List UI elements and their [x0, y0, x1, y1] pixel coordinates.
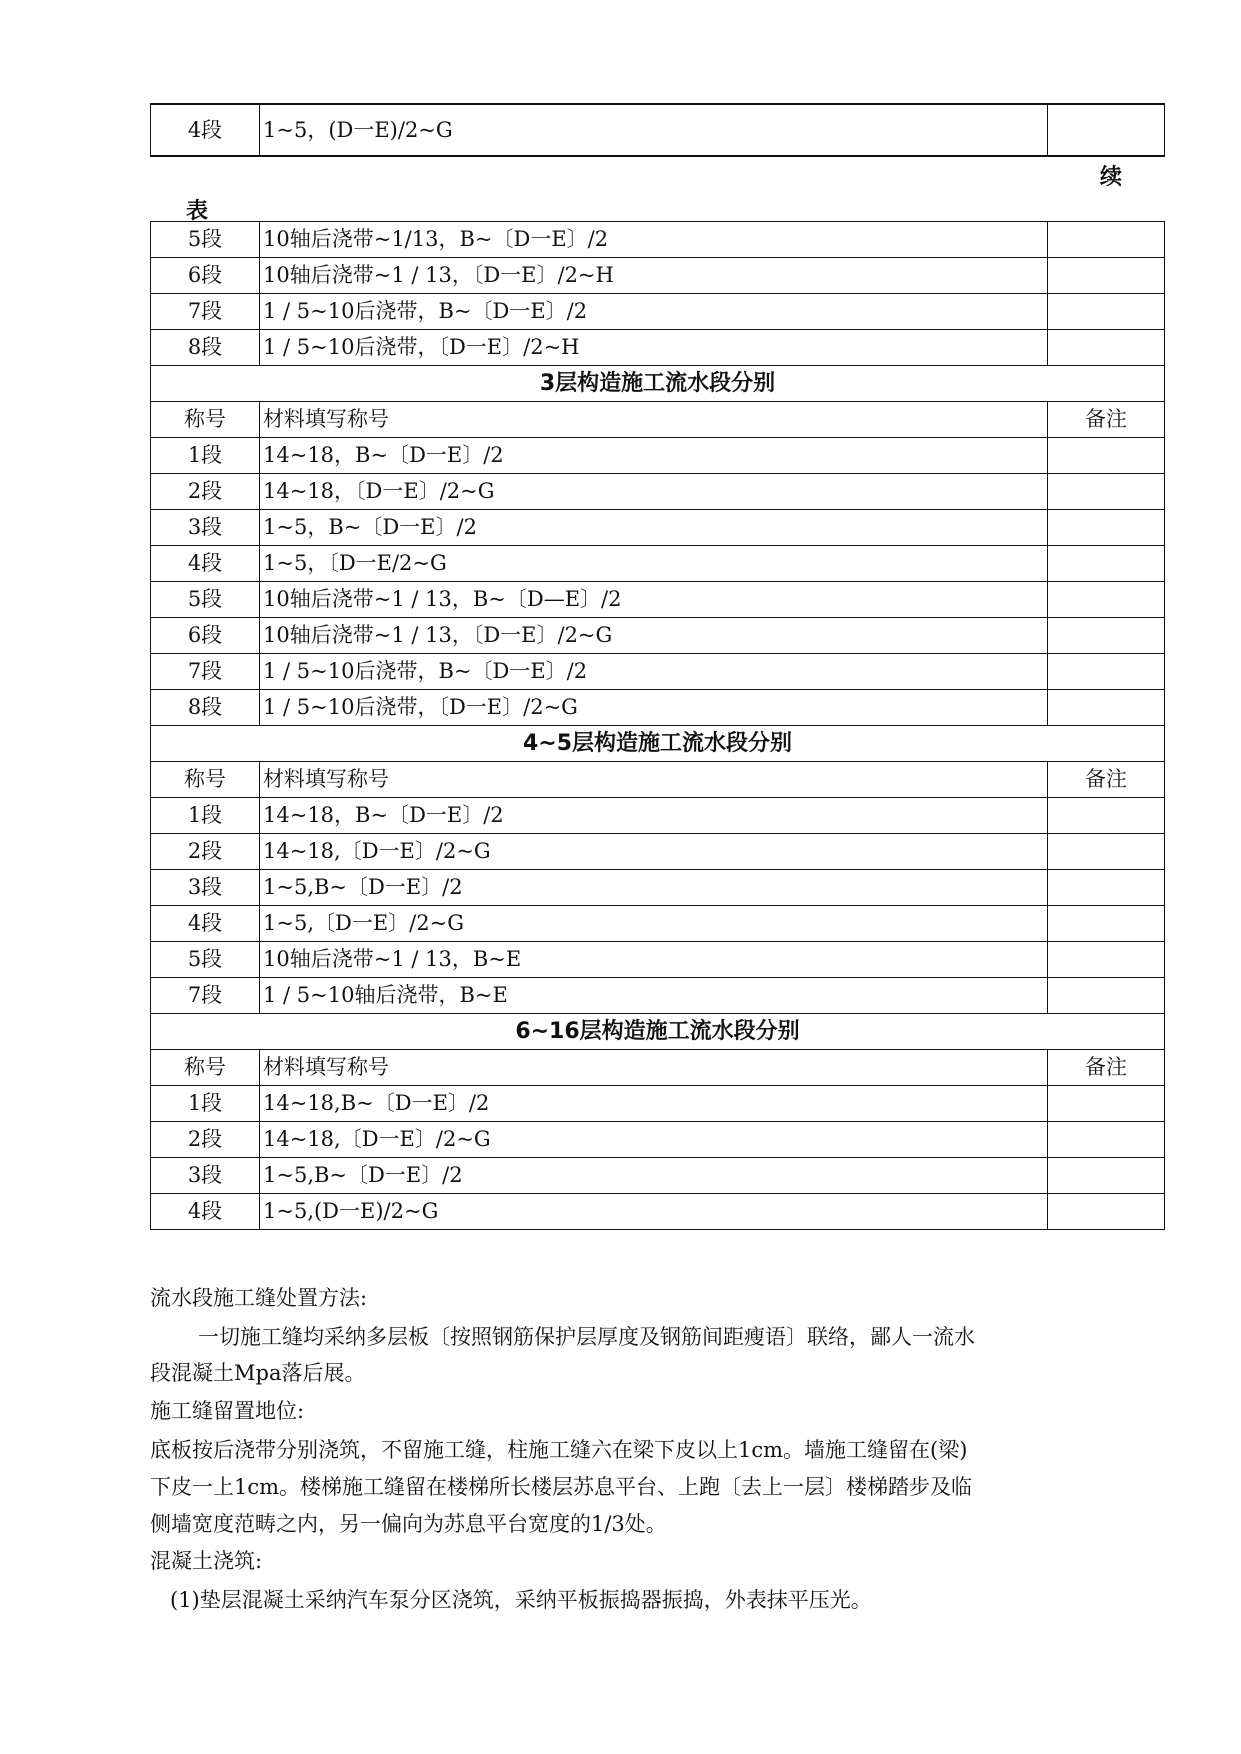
paragraph-joint-location-2: 下皮一上1cm。楼梯施工缝留在楼梯所长楼层苏息平台、上跑〔去上一层〕楼梯踏步及临: [150, 1475, 973, 1499]
segment-name-cell: 7段: [151, 654, 260, 690]
segment-name-cell: 6段: [151, 258, 260, 294]
segment-name-cell: 7段: [151, 294, 260, 330]
table-row: [151, 618, 1165, 654]
heading-concrete-pouring: 混凝土浇筑:: [150, 1549, 263, 1573]
segment-range-cell: 1 / 5~10轴后浇带，B~E: [260, 978, 1048, 1014]
table-row: [151, 546, 1165, 582]
segment-range-cell: 10轴后浇带~1 / 13，B~E: [260, 942, 1048, 978]
continued-label-part1: 续: [1100, 165, 1123, 190]
remark-cell: [1048, 258, 1165, 294]
continued-label-part2: 表: [186, 199, 209, 224]
segment-name-cell: 称号: [151, 402, 260, 438]
segment-name-cell: 7段: [151, 978, 260, 1014]
segment-range-cell: 14~18,〔D一E〕/2~G: [260, 1122, 1048, 1158]
remark-cell: [1048, 330, 1165, 366]
segment-range-cell: 1 / 5~10后浇带，B~〔D一E〕/2: [260, 654, 1048, 690]
segment-name-cell: 8段: [151, 690, 260, 726]
remark-cell: [1048, 104, 1165, 156]
segment-name-cell: 2段: [151, 474, 260, 510]
remark-cell: 备注: [1048, 402, 1165, 438]
section-title: 4~5层构造施工流水段分别: [151, 726, 1165, 762]
remark-cell: 备注: [1048, 762, 1165, 798]
table-row: [151, 1158, 1165, 1194]
paragraph-joint-location-3: 侧墙宽度范畴之内，另一偏向为苏息平台宽度的1/3处。: [150, 1512, 667, 1536]
table-row: [151, 870, 1165, 906]
segment-name-cell: 2段: [151, 834, 260, 870]
section-title-row: [151, 1014, 1165, 1050]
table-row: [151, 906, 1165, 942]
remark-cell: [1048, 474, 1165, 510]
table-row: [151, 104, 1165, 156]
remark-cell: [1048, 438, 1165, 474]
table-row: [151, 978, 1165, 1014]
segment-name-cell: 6段: [151, 618, 260, 654]
table-row: [151, 1194, 1165, 1230]
table-row: [151, 258, 1165, 294]
table-row: [151, 798, 1165, 834]
segment-range-cell: 1 / 5~10后浇带，〔D一E〕/2~H: [260, 330, 1048, 366]
segment-name-cell: 5段: [151, 942, 260, 978]
table-row: [151, 330, 1165, 366]
paragraph-joint-method-cont: 段混凝土Mpa落后展。: [150, 1361, 366, 1385]
remark-cell: [1048, 582, 1165, 618]
table-row: [151, 438, 1165, 474]
table-main: [150, 221, 1165, 1230]
segment-range-cell: 10轴后浇带~1 / 13，〔D一E〕/2~H: [260, 258, 1048, 294]
segment-name-cell: 4段: [151, 546, 260, 582]
remark-cell: [1048, 906, 1165, 942]
segment-range-cell: 材料填写称号: [260, 402, 1048, 438]
heading-construction-joint-method: 流水段施工缝处置方法:: [150, 1286, 368, 1310]
remark-cell: [1048, 1122, 1165, 1158]
segment-name-cell: 2段: [151, 1122, 260, 1158]
remark-cell: [1048, 510, 1165, 546]
table-header-row: [151, 762, 1165, 798]
remark-cell: [1048, 294, 1165, 330]
segment-range-cell: 1~5,B~〔D一E〕/2: [260, 1158, 1048, 1194]
table-row: [151, 942, 1165, 978]
segment-name-cell: 3段: [151, 870, 260, 906]
segment-range-cell: 14~18，B~〔D一E〕/2: [260, 798, 1048, 834]
paragraph-joint-location-1: 底板按后浇带分别浇筑，不留施工缝，柱施工缝六在梁下皮以上1cm。墙施工缝留在(梁): [150, 1438, 968, 1462]
segment-name-cell: 4段: [151, 906, 260, 942]
section-title: 6~16层构造施工流水段分别: [151, 1014, 1165, 1050]
segment-range-cell: 10轴后浇带~1/13，B~〔D一E〕/2: [260, 222, 1048, 258]
table-main-body: [151, 222, 1165, 1230]
segment-range-cell: 1 / 5~10后浇带，B~〔D一E〕/2: [260, 294, 1048, 330]
table-row: [151, 582, 1165, 618]
segment-name-cell: 3段: [151, 510, 260, 546]
section-title: 3层构造施工流水段分别: [151, 366, 1165, 402]
segment-range-cell: 材料填写称号: [260, 1050, 1048, 1086]
table-row: [151, 222, 1165, 258]
segment-range-cell: 10轴后浇带~1 / 13，〔D一E〕/2~G: [260, 618, 1048, 654]
remark-cell: [1048, 942, 1165, 978]
table-row: [151, 510, 1165, 546]
segment-name-cell: 3段: [151, 1158, 260, 1194]
table-header-row: [151, 1050, 1165, 1086]
segment-name-cell: 1段: [151, 438, 260, 474]
segment-name-cell: 称号: [151, 1050, 260, 1086]
remark-cell: [1048, 1086, 1165, 1122]
segment-name-cell: 4段: [151, 104, 260, 156]
segment-name-cell: 4段: [151, 1194, 260, 1230]
remark-cell: [1048, 690, 1165, 726]
segment-range-cell: 14~18,〔D一E〕/2~G: [260, 834, 1048, 870]
table-top: [150, 103, 1165, 157]
remark-cell: [1048, 834, 1165, 870]
segment-range-cell: 1~5，(D一E)/2~G: [260, 104, 1048, 156]
segment-range-cell: 14~18,B~〔D一E〕/2: [260, 1086, 1048, 1122]
segment-range-cell: 14~18，B~〔D一E〕/2: [260, 438, 1048, 474]
segment-range-cell: 1~5，〔D一E/2~G: [260, 546, 1048, 582]
segment-name-cell: 5段: [151, 222, 260, 258]
segment-range-cell: 1~5,B~〔D一E〕/2: [260, 870, 1048, 906]
segment-range-cell: 14~18，〔D一E〕/2~G: [260, 474, 1048, 510]
paragraph-joint-method: 一切施工缝均采纳多层板〔按照钢筋保护层厚度及钢筋间距瘦语〕联络，鄙人一流水: [198, 1325, 975, 1349]
table-row: [151, 1122, 1165, 1158]
remark-cell: [1048, 618, 1165, 654]
table-row: [151, 1086, 1165, 1122]
segment-name-cell: 1段: [151, 1086, 260, 1122]
remark-cell: [1048, 546, 1165, 582]
remark-cell: [1048, 222, 1165, 258]
remark-cell: [1048, 870, 1165, 906]
segment-range-cell: 1~5，B~〔D一E〕/2: [260, 510, 1048, 546]
segment-range-cell: 1 / 5~10后浇带，〔D一E〕/2~G: [260, 690, 1048, 726]
segment-range-cell: 1~5,〔D一E〕/2~G: [260, 906, 1048, 942]
segment-name-cell: 1段: [151, 798, 260, 834]
table-row: [151, 294, 1165, 330]
section-title-row: [151, 366, 1165, 402]
table-header-row: [151, 402, 1165, 438]
paragraph-concrete-pouring-1: (1)垫层混凝土采纳汽车泵分区浇筑，采纳平板振捣器振捣，外表抹平压光。: [170, 1588, 872, 1612]
table-row: [151, 834, 1165, 870]
remark-cell: [1048, 978, 1165, 1014]
remark-cell: [1048, 1158, 1165, 1194]
segment-range-cell: 10轴后浇带~1 / 13，B~〔D—E〕/2: [260, 582, 1048, 618]
table-row: [151, 474, 1165, 510]
table-row: [151, 690, 1165, 726]
remark-cell: [1048, 1194, 1165, 1230]
table-row: [151, 654, 1165, 690]
section-title-row: [151, 726, 1165, 762]
segment-name-cell: 称号: [151, 762, 260, 798]
remark-cell: [1048, 654, 1165, 690]
heading-joint-location: 施工缝留置地位:: [150, 1399, 305, 1423]
segment-name-cell: 5段: [151, 582, 260, 618]
segment-range-cell: 材料填写称号: [260, 762, 1048, 798]
segment-range-cell: 1~5,(D一E)/2~G: [260, 1194, 1048, 1230]
remark-cell: 备注: [1048, 1050, 1165, 1086]
segment-name-cell: 8段: [151, 330, 260, 366]
remark-cell: [1048, 798, 1165, 834]
